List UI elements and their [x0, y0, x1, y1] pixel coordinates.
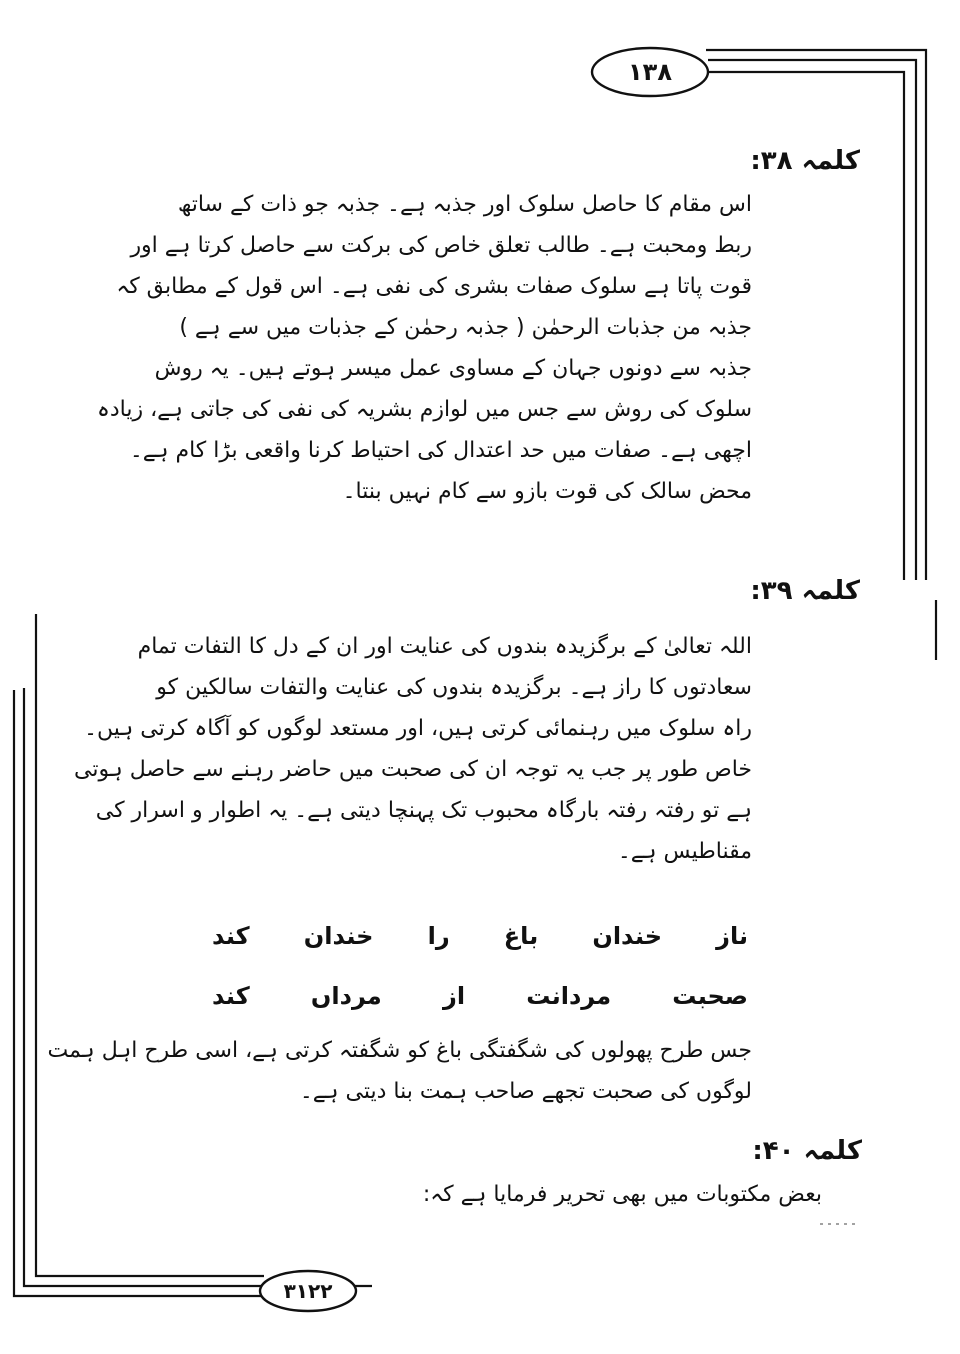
paragraph-line: بعض مکتوبات میں بھی تحریر فرمایا ہے کہ: [422, 1182, 822, 1207]
verse-translation-paragraph [47, 1030, 752, 1112]
verse-word: را [427, 922, 450, 950]
verse-word: باغ [503, 922, 539, 950]
verse-word: ناز [716, 922, 748, 950]
page-number-bottom: ۳۱۲۲ [283, 1279, 333, 1303]
kalma-40-heading: کلمہ ۴۰: [752, 1136, 862, 1166]
page-number-top: ۱۳۸ [628, 58, 672, 86]
paragraph-line: اللہ تعالیٰ کے برگزیدہ بندوں کی عنایت اور ان کے دل کا التفات تمام [137, 634, 752, 659]
kalma-39-heading: کلمہ ۳۹: [750, 576, 860, 606]
paragraph-line: سعادتوں کا راز ہے۔ برگزیدہ بندوں کی عنایت والتفات سالکین کو [156, 675, 752, 700]
paragraph-line: جذبہ من جذبات الرحمٰن ( جذبہ رحمٰن کے جذبات میں سے ہے ) [179, 315, 752, 340]
paragraph-line: اچھی ہے۔ صفات میں حد اعتدال کی احتیاط کرنا واقعی بڑا کام ہے۔ [129, 438, 752, 463]
kalma-38-paragraph [96, 184, 752, 512]
verse-word: صحبت [672, 982, 748, 1010]
persian-verse-line-2 [212, 982, 748, 1010]
verse-word: خندان [303, 922, 374, 950]
paragraph-line: مقناطیس ہے۔ [617, 839, 752, 864]
paragraph-line: قوت پاتا ہے سلوک صفات بشری کی نفی ہے۔ اس قول کے مطابق کہ [116, 274, 752, 299]
paragraph-line: سلوک کی روش سے جس میں لوازم بشریہ کی نفی کی جاتی ہے، زیادہ [96, 397, 752, 422]
kalma-39-paragraph [74, 626, 752, 872]
paragraph-line: لوگوں کی صحبت تجھے صاحب ہمت بنا دیتی ہے۔ [299, 1079, 752, 1104]
paragraph-line: اس مقام کا حاصل سلوک اور جذبہ ہے۔ جذبہ جو ذات کے ساتھ [177, 192, 752, 217]
kalma-40-paragraph [420, 1174, 822, 1215]
verse-word: خندان [592, 922, 663, 950]
paragraph-line: جذبہ سے دونوں جہان کے مساوی عمل میسر ہوتے ہیں۔ یہ روش [154, 356, 752, 381]
persian-verse-line-1 [212, 922, 748, 950]
verse-word: مرداں [310, 982, 382, 1010]
verse-word: کند [212, 982, 250, 1010]
paragraph-line: ربط ومحبت ہے۔ طالب تعلق خاص کی برکت سے حاصل کرتا ہے اور [130, 233, 752, 258]
paragraph-line: راہ سلوک میں رہنمائی کرتی ہیں، اور مستعد لوگوں کو آگاہ کرتی ہیں۔ [84, 716, 752, 741]
verse-word: مردانت [526, 982, 612, 1010]
paragraph-line: محض سالک کی قوت بازو سے کام نہیں بنتا۔ [342, 479, 752, 504]
paragraph-line: خاص طور پر جب یہ توجہ ان کی صحبت میں حاضر رہنے سے حاصل ہوتی [74, 757, 752, 782]
verse-word: کند [212, 922, 250, 950]
verse-word: از [443, 982, 466, 1010]
paragraph-line: جس طرح پھولوں کی شگفتگی باغ کو شگفتہ کرتی ہے، اسی طرح اہل ہمت [47, 1038, 752, 1063]
kalma-38-heading: کلمہ ۳۸: [750, 146, 860, 176]
paragraph-line: ہے تو رفتہ رفتہ بارگاہ محبوب تک پہنچا دیتی ہے۔ یہ اطوار و اسرار کی [95, 798, 752, 823]
